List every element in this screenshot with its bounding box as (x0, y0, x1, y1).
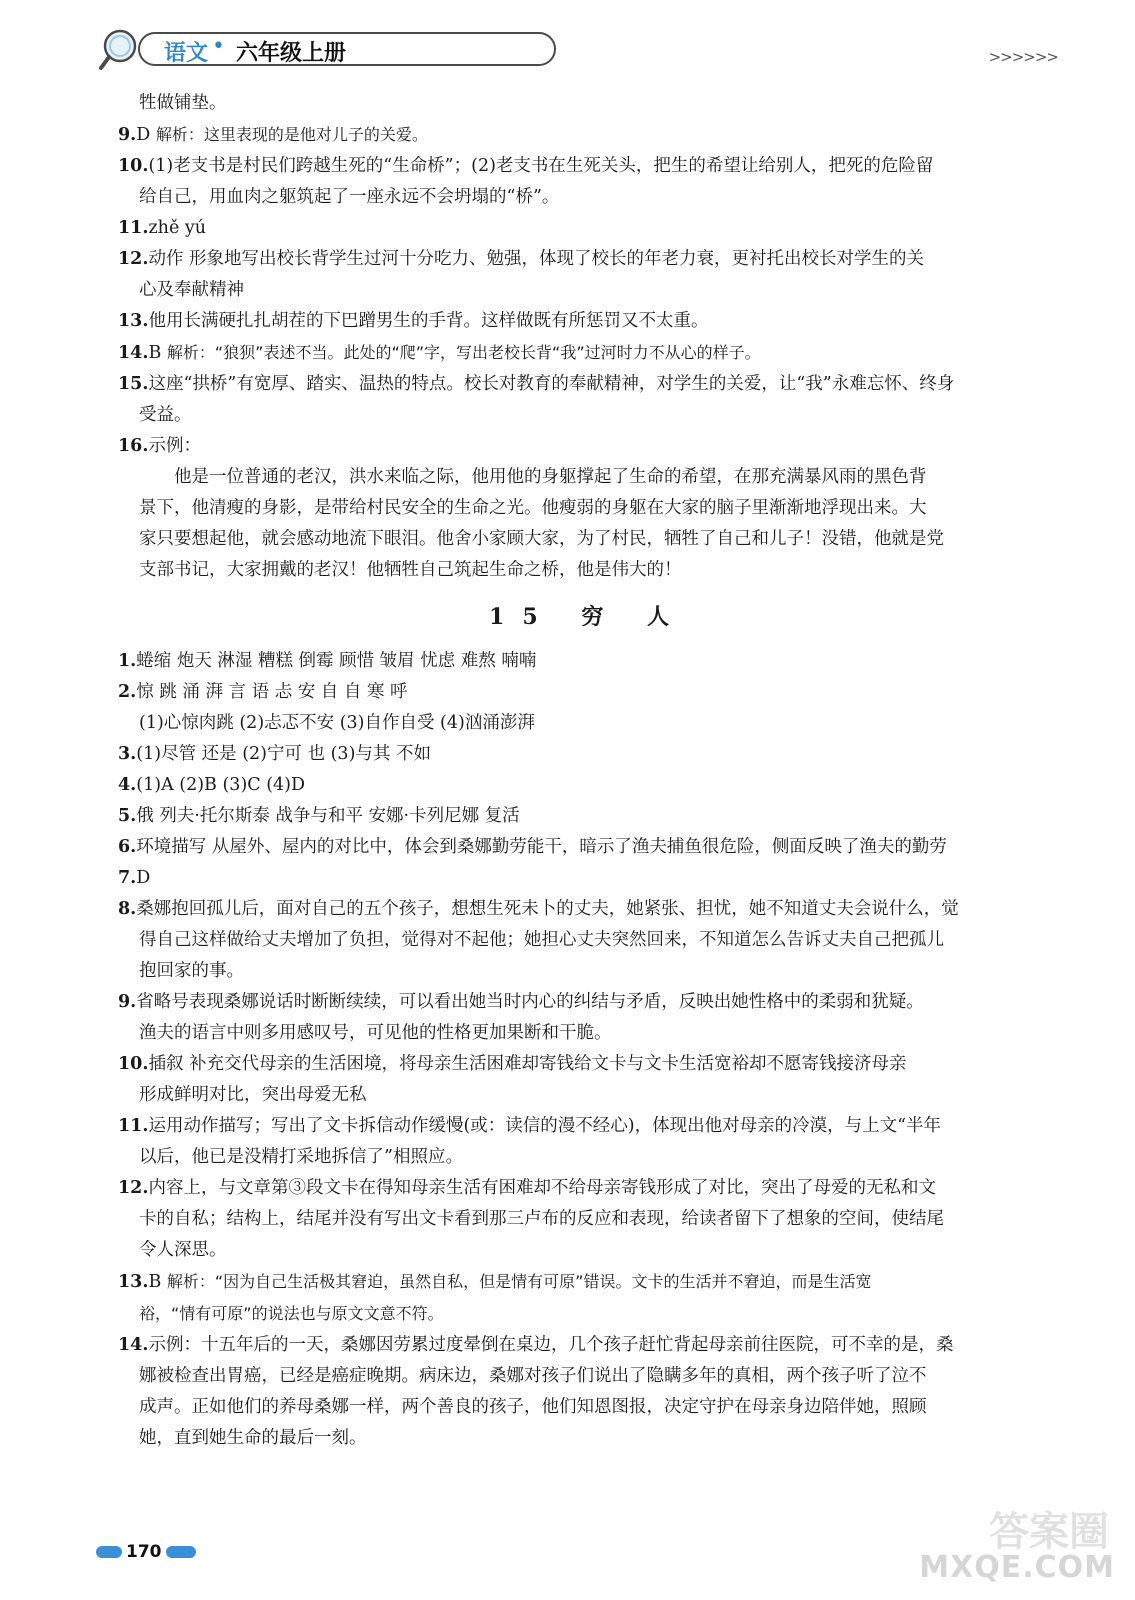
answer-line (118, 244, 1058, 275)
answer-line (118, 1235, 1058, 1266)
chapter-title (118, 600, 1058, 634)
question-number: 3. (118, 744, 137, 764)
answer-text: 示例： (148, 436, 201, 456)
answer-text: 得自己这样做给丈夫增加了负担，觉得对不起他；她担心丈夫突然回来，不知道怎么告诉丈夫自己把孤儿 (139, 930, 944, 950)
answer-text: zhě yú (148, 218, 207, 238)
answer-line (118, 524, 1058, 555)
question-number: 1. (118, 651, 137, 671)
page-number: 170 (126, 1542, 162, 1562)
answer-text: 桑娜抱回孤儿后，面对自己的五个孩子，想想生死未卜的丈夫，她紧张、担忧，她不知道丈夫会说什么，觉 (136, 899, 959, 919)
answer-text: 动作 形象地写出校长背学生过河十分吃力、勉强，体现了校长的年老力衰，更衬托出校长对学生的关 (148, 249, 925, 269)
answer-line (118, 925, 1058, 956)
answer-text: 运用动作描写；写出了文卡拆信动作缓慢(或：读信的漫不经心)，体现出他对母亲的冷漠，与上文“半年 (148, 1116, 942, 1136)
answer-content (118, 88, 1058, 1454)
question-number: 13. (118, 311, 149, 331)
question-number: 12. (118, 249, 149, 269)
answer-line (118, 1361, 1058, 1392)
question-number: 10. (118, 156, 149, 176)
answer-line (118, 400, 1058, 431)
answer-line (118, 956, 1058, 987)
question-number: 5. (118, 806, 137, 826)
question-number: 11. (118, 1116, 149, 1136)
answer-line (118, 462, 1058, 493)
page-footer (96, 1540, 296, 1566)
analysis-text: 解析：“狼狈”表述不当。此处的“爬”字，写出老校长背“我”过河时力不从心的样子。 (166, 343, 761, 362)
question-number: 14. (118, 343, 149, 363)
answer-text: B (148, 343, 167, 363)
answer-text: D (136, 125, 156, 145)
answer-text: (1)A (2)B (3)C (4)D (136, 775, 306, 795)
subject-label: 语文 (164, 41, 209, 66)
answer-text: 支部书记，大家拥戴的老汉！他牺牲自己筑起生命之桥，他是伟大的！ (139, 560, 682, 580)
answer-text: 成声。正如他们的养母桑娜一样，两个善良的孩子，他们知恩图报，决定守护在母亲身边陪伴她，照顾 (139, 1397, 927, 1417)
answer-text: 家只要想起他，就会感动地流下眼泪。他舍小家顾大家，为了村民，牺牲了自己和儿子！没错，他就是党 (139, 529, 944, 549)
answer-line (118, 555, 1058, 586)
answer-line (118, 1018, 1058, 1049)
answer-text: 心及奉献精神 (139, 280, 244, 300)
answer-line (118, 1266, 1058, 1298)
question-number: 12. (118, 1178, 149, 1198)
question-number: 6. (118, 837, 137, 857)
answer-text: 省略号表现桑娜说话时断断续续，可以看出她当时内心的纠结与矛盾，反映出她性格中的柔弱和犹疑。 (136, 992, 924, 1012)
answer-text: 以后，他已是没精打采地拆信了”相照应。 (139, 1147, 463, 1167)
answer-text: 蜷缩 炮天 淋湿 糟糕 倒霉 顾惜 皱眉 忧虑 难熬 喃喃 (136, 651, 537, 671)
answer-line (118, 1142, 1058, 1173)
question-number: 9. (118, 125, 137, 145)
answer-line (118, 493, 1058, 524)
answer-line (118, 1423, 1058, 1454)
answer-text: 令人深思。 (139, 1240, 227, 1260)
answer-text: 抱回家的事。 (139, 961, 244, 981)
chapter-number: 15 (489, 604, 556, 630)
answer-line (118, 182, 1058, 213)
question-number: 11. (118, 218, 149, 238)
answer-line (118, 708, 1058, 739)
answer-line (118, 369, 1058, 400)
answer-text: 示例：十五年后的一天，桑娜因劳累过度晕倒在桌边，几个孩子赶忙背起母亲前往医院，可不幸的是，桑 (148, 1335, 954, 1355)
answer-text: 环境描写 从屋外、屋内的对比中，体会到桑娜勤劳能干，暗示了渔夫捕鱼很危险，侧面反映了渔夫的勤劳 (136, 837, 947, 857)
answer-text: 给自己，用血肉之躯筑起了一座永远不会坍塌的“桥”。 (139, 187, 560, 207)
answer-text: 插叙 补充交代母亲的生活困境，将母亲生活困难却寄钱给文卡与文卡生活宽裕却不愿寄钱接济母亲 (148, 1054, 907, 1074)
answers-chapter-14 (118, 88, 1058, 586)
answer-line (118, 1111, 1058, 1142)
watermark-logo (919, 1492, 1115, 1592)
answer-line (118, 894, 1058, 925)
answers-chapter-15 (118, 646, 1058, 1454)
footer-decoration (166, 1546, 196, 1558)
watermark-top: 答案圈 (989, 1509, 1109, 1555)
analysis-text: 解析：“因为自己生活极其窘迫，虽然自私，但是情有可原”错误。文卡的生活并不窘迫，而是生活宽 (166, 1272, 872, 1291)
answer-line (118, 801, 1058, 832)
answer-line (118, 151, 1058, 182)
answer-line (118, 1204, 1058, 1235)
answer-text: (1)老支书是村民们跨越生死的“生命桥”；(2)老支书在生死关头，把生的希望让给别人，把死的危险留 (148, 156, 934, 176)
answer-text: 俄 列夫·托尔斯泰 战争与和平 安娜·卡列尼娜 复活 (136, 806, 520, 826)
answer-line (118, 739, 1058, 770)
answer-line (118, 1330, 1058, 1361)
answer-line (118, 213, 1058, 244)
answer-line (118, 863, 1058, 894)
answer-text: 牲做铺垫。 (139, 93, 227, 113)
answer-text: 渔夫的语言中则多用感叹号，可见他的性格更加果断和干脆。 (139, 1023, 612, 1043)
chevron-arrows-icon: >>>>>> (988, 48, 1058, 66)
answer-line (118, 1392, 1058, 1423)
question-number: 7. (118, 868, 137, 888)
question-number: 2. (118, 682, 137, 702)
analysis-text: 裕，“情有可原”的说法也与原文文意不符。 (139, 1304, 444, 1323)
answer-text: 他用长满硬扎扎胡茬的下巴蹭男生的手背。这样做既有所惩罚又不太重。 (148, 311, 709, 331)
answer-line (118, 770, 1058, 801)
answer-line (118, 987, 1058, 1018)
answer-line (118, 306, 1058, 337)
question-number: 10. (118, 1054, 149, 1074)
answer-line (118, 119, 1058, 151)
question-number: 4. (118, 775, 137, 795)
answer-text: 景下，他清瘦的身影，是带给村民安全的生命之光。他瘦弱的身躯在大家的脑子里渐渐地浮现出来。大 (139, 498, 927, 518)
answer-text: 卡的自私；结构上，结尾并没有写出文卡看到那三卢布的反应和表现，给读者留下了想象的空间，使结尾 (139, 1209, 944, 1229)
answer-line (118, 1080, 1058, 1111)
answer-text: (1)尽管 还是 (2)宁可 也 (3)与其 不如 (136, 744, 431, 764)
header-separator: • (212, 34, 225, 59)
answer-line (118, 275, 1058, 306)
question-number: 9. (118, 992, 137, 1012)
answer-line (118, 646, 1058, 677)
answer-text: 形成鲜明对比，突出母爱无私 (139, 1085, 367, 1105)
answer-text: 受益。 (139, 405, 192, 425)
answer-line (118, 1298, 1058, 1330)
answer-text: 她，直到她生命的最后一刻。 (139, 1428, 367, 1448)
answer-line (118, 1173, 1058, 1204)
answer-text: 他是一位普通的老汉，洪水来临之际，他用他的身躯撑起了生命的希望，在那充满暴风雨的黑色背 (174, 467, 927, 487)
answer-text: 惊 跳 涌 湃 言 语 忐 安 自 自 寒 呼 (136, 682, 408, 702)
watermark-url: MXQE.COM (919, 1550, 1115, 1585)
answer-line (118, 677, 1058, 708)
footer-decoration (96, 1546, 122, 1558)
answer-line (118, 337, 1058, 369)
answer-text: B (148, 1272, 167, 1292)
question-number: 16. (118, 436, 149, 456)
page-header (98, 26, 1058, 72)
answer-line (118, 832, 1058, 863)
answer-text: 这座“拱桥”有宽厚、踏实、温热的特点。校长对教育的奉献精神，对学生的关爱，让“我”永难忘怀、终身 (148, 374, 955, 394)
answer-text: (1)心惊肉跳 (2)忐忑不安 (3)自作自受 (4)汹涌澎湃 (139, 713, 535, 733)
answer-line (118, 88, 1058, 119)
question-number: 13. (118, 1272, 149, 1292)
answer-line (118, 1049, 1058, 1080)
answer-text: D (136, 868, 151, 888)
question-number: 15. (118, 374, 149, 394)
analysis-text: 解析：这里表现的是他对儿子的关爱。 (155, 125, 428, 144)
chapter-name: 穷 人 (581, 604, 687, 630)
question-number: 8. (118, 899, 137, 919)
answer-text: 内容上，与文章第③段文卡在得知母亲生活有困难却不给母亲寄钱形成了对比，突出了母爱的无私和文 (148, 1178, 936, 1198)
grade-label: 六年级上册 (236, 41, 347, 66)
answer-text: 娜被检查出胃癌，已经是癌症晚期。病床边，桑娜对孩子们说出了隐瞒多年的真相，两个孩子听了泣不 (139, 1366, 927, 1386)
answer-line (118, 431, 1058, 462)
question-number: 14. (118, 1335, 149, 1355)
